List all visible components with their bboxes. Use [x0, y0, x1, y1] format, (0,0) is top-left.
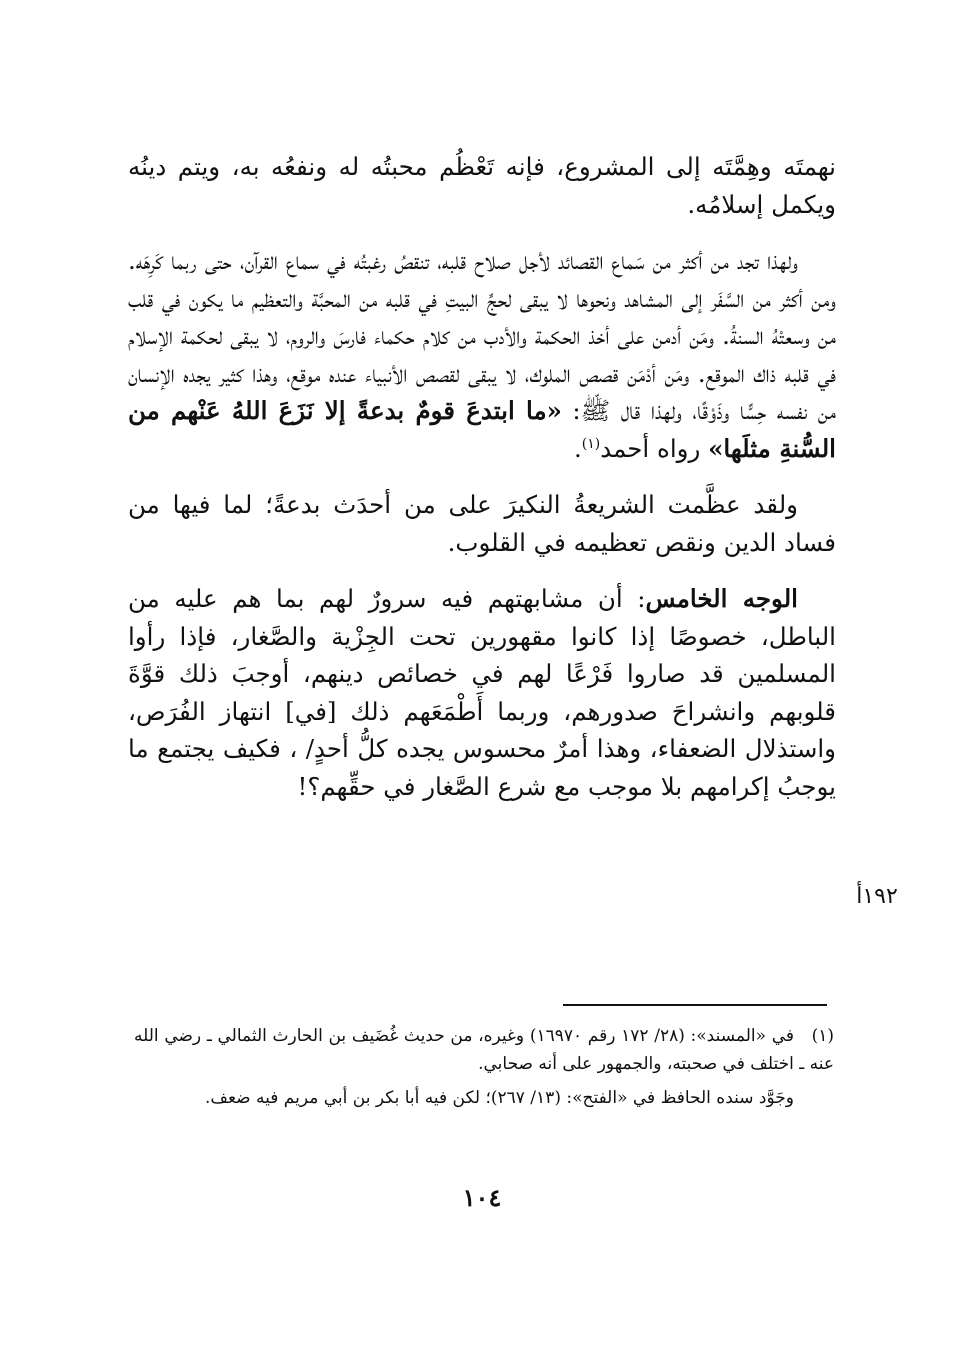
footnotes	[134, 1022, 834, 1118]
paragraph-2	[128, 242, 836, 467]
footnote-1-marker: (١)	[811, 1026, 834, 1046]
footnote-1-continuation-text: وجَوَّد سنده الحافظ في «الفتح»: (١٣/ ٢٦٧)؛ لكن فيه أبا بكر بن أبي مريم فيه ضعف.	[204, 1088, 794, 1108]
page-number: ١٠٤	[462, 1183, 502, 1212]
hadith-attribution: رواه أحمد	[600, 433, 709, 463]
paragraph-4-text: : أن مشابهتهم فيه سرورٌ لهم بما هم عليه من الباطل، خصوصًا إذا كانوا مقهورين تحت الجِزْية والصَّغار، فإذا رأوا المسلمين قد صاروا فَرْعًا لهم في خصائص دينهم، أوجبَ ذلك قوَّةَ قلوبهم وانشراحَ صدورهم، وربما أَطْمَعَهم ذلك [في] انتهاز الفُرَص، واستذلال الضعفاء، وهذا أمرٌ محسوس يجده كلُّ أحدٍ/ ، فكيف يجتمع ما يوجبُ إكرامهم بلا موجب مع شرع الصَّغار في حقِّهم؟!	[128, 584, 836, 801]
hadith-quote: «ما ابتدعَ قومٌ بدعةً إلا نَزَعَ اللهُ عَنْهم من السُّنةِ مثلَها»	[128, 396, 836, 463]
paragraph-3	[128, 486, 836, 561]
paragraph-2-text: ولهذا تجد من أكثر من سَماع القصائد لأجل صلاح قلبه، تنقصُ رغبتُه في سماع القرآن، حتى ربما كَرِهَه. ومن أكثر من السَّفَر إلى المشاهد ونحوها لا يبقى لحجِّ البيتِ في قلبه من المحبَّة والتعظيم ما يكون في قلب من وسعتْهُ السنةُ. ومَن أدمن على أخذ الحكمة والأدب من كلام حكماء فارسَ والروم، لا يبقى لحكمة الإسلام في قلبه ذاك الموقع. ومَن أدْمَن قصص الملوك، لا يبقى لقصص الأنبياء عنده موقع، وهذا كثير يجده الإنسان من نفسه حِسًّا وذَوْقًا، ولهذا قال ﷺ:	[128, 246, 836, 425]
paragraph-1-text: نهمتَه وهِمَّتَه إلى المشروع، فإنه تَعْظُم محبتُه له ونفعُه به، ويتم دينُه ويكمل إسلامُه.	[128, 152, 836, 219]
manuscript-folio-note: ١٩٢أ	[856, 884, 898, 909]
footnote-divider	[563, 1004, 827, 1006]
paragraph-4	[128, 580, 836, 805]
main-text	[128, 148, 836, 805]
paragraph-1	[128, 148, 836, 223]
footnote-1	[134, 1022, 834, 1078]
paragraph-3-text: ولقد عظَّمت الشريعةُ النكيرَ على من أحدَث بدعةً؛ لما فيها من فساد الدين ونقص تعظيمه في القلوب.	[128, 490, 836, 557]
footnote-reference[interactable]: (١)	[581, 435, 601, 452]
section-lead: الوجه الخامس	[645, 584, 798, 613]
footnote-1-text: في «المسند»: (٢٨/ ١٧٢ رقم ١٦٩٧٠) وغيره، من حديث غُضَيف بن الحارث الثمالي ـ رضي الله عنه ـ اختلف في صحبته، والجمهور على أنه صحابي.	[134, 1026, 834, 1074]
footnote-1-continuation	[134, 1084, 834, 1112]
paragraph-2-end: .	[573, 433, 582, 463]
